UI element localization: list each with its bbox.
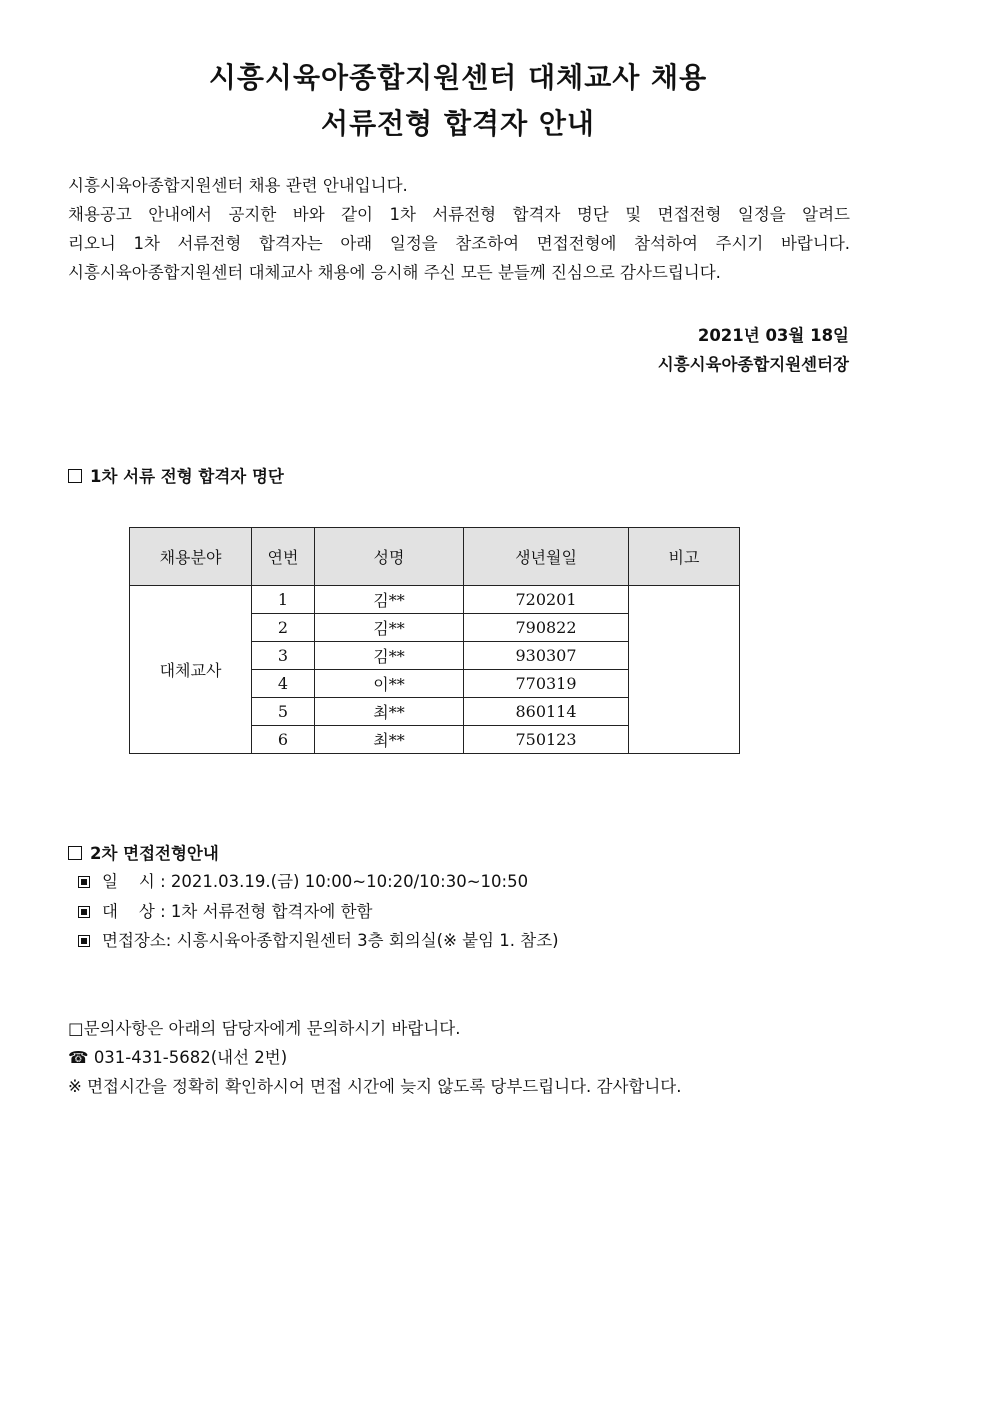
schedule-item: [78, 868, 528, 892]
row-no: 2: [252, 614, 315, 642]
checkbox-square-icon: [68, 469, 82, 483]
item-label: 면접장소:: [102, 931, 172, 950]
intro-line-2: 채용공고 안내에서 공지한 바와 같이 1차 서류전형 합격자 명단 및 면접전형 일정을 알려드: [68, 205, 850, 224]
passers-table: [129, 527, 740, 754]
phone-icon: ☎: [68, 1048, 89, 1067]
section2-heading-text: 2차 면접전형안내: [90, 844, 219, 863]
intro-line-4: 시흥시육아종합지원센터 대체교사 채용에 응시해 주신 모든 분들께 진심으로 감사드립니다.: [68, 263, 721, 282]
phone-line: [68, 1044, 287, 1068]
note-line: ※ 면접시간을 정확히 확인하시어 면접 시간에 늦지 않도록 당부드립니다. 감사합니다.: [68, 1077, 682, 1096]
intro-paragraph: [68, 171, 850, 287]
row-no: 4: [252, 670, 315, 698]
header-birth: 생년월일: [464, 528, 629, 586]
phone-number: 031-431-5682(내선 2번): [93, 1048, 288, 1067]
row-name: 최**: [315, 726, 464, 754]
row-no: 3: [252, 642, 315, 670]
row-name: 최**: [315, 698, 464, 726]
section1-heading-text: 1차 서류 전형 합격자 명단: [90, 467, 284, 486]
target-item: [78, 898, 372, 922]
item-value: 1차 서류전형 합격자에 한함: [170, 902, 373, 921]
field-cell: 대체교사: [130, 586, 252, 754]
item-value: 시흥시육아종합지원센터 3층 회의실(※ 붙임 1. 참조): [176, 931, 559, 950]
signer: 시흥시육아종합지원센터장: [657, 355, 849, 374]
contact-line: □문의사항은 아래의 담당자에게 문의하시기 바랍니다.: [68, 1019, 461, 1038]
intro-line-1: 시흥시육아종합지원센터 채용 관련 안내입니다.: [68, 176, 408, 195]
row-birth: 720201: [464, 586, 629, 614]
bullet-square-icon: [78, 906, 90, 918]
row-birth: 930307: [464, 642, 629, 670]
item-value: 2021.03.19.(금) 10:00~10:20/10:30~10:50: [170, 872, 529, 891]
section2-heading: [68, 840, 219, 864]
date: 2021년 03월 18일: [697, 326, 849, 345]
bullet-square-icon: [78, 876, 90, 888]
header-name: 성명: [315, 528, 464, 586]
row-birth: 770319: [464, 670, 629, 698]
row-birth: 790822: [464, 614, 629, 642]
section1-heading: [68, 463, 284, 487]
intro-line-3: 리오니 1차 서류전형 합격자는 아래 일정을 참조하여 면접전형에 참석하여 주시기 바랍니다.: [68, 234, 850, 253]
item-label: 대 상 :: [102, 902, 166, 921]
row-name: 김**: [315, 614, 464, 642]
row-no: 5: [252, 698, 315, 726]
location-item: [78, 927, 559, 951]
header-note: 비고: [629, 528, 740, 586]
bullet-square-icon: [78, 935, 90, 947]
row-birth: 750123: [464, 726, 629, 754]
item-label: 일 시 :: [102, 872, 166, 891]
checkbox-square-icon: [68, 846, 82, 860]
header-no: 연번: [252, 528, 315, 586]
note-cell: [629, 586, 740, 754]
row-no: 6: [252, 726, 315, 754]
row-name: 이**: [315, 670, 464, 698]
row-name: 김**: [315, 642, 464, 670]
table-header-row: [130, 528, 740, 586]
row-birth: 860114: [464, 698, 629, 726]
row-no: 1: [252, 586, 315, 614]
title-line-2: 서류전형 합격자 안내: [321, 107, 595, 140]
row-name: 김**: [315, 586, 464, 614]
title-line-1: 시흥시육아종합지원센터 대체교사 채용: [208, 61, 708, 94]
table-row: [130, 586, 740, 614]
header-field: 채용분야: [130, 528, 252, 586]
